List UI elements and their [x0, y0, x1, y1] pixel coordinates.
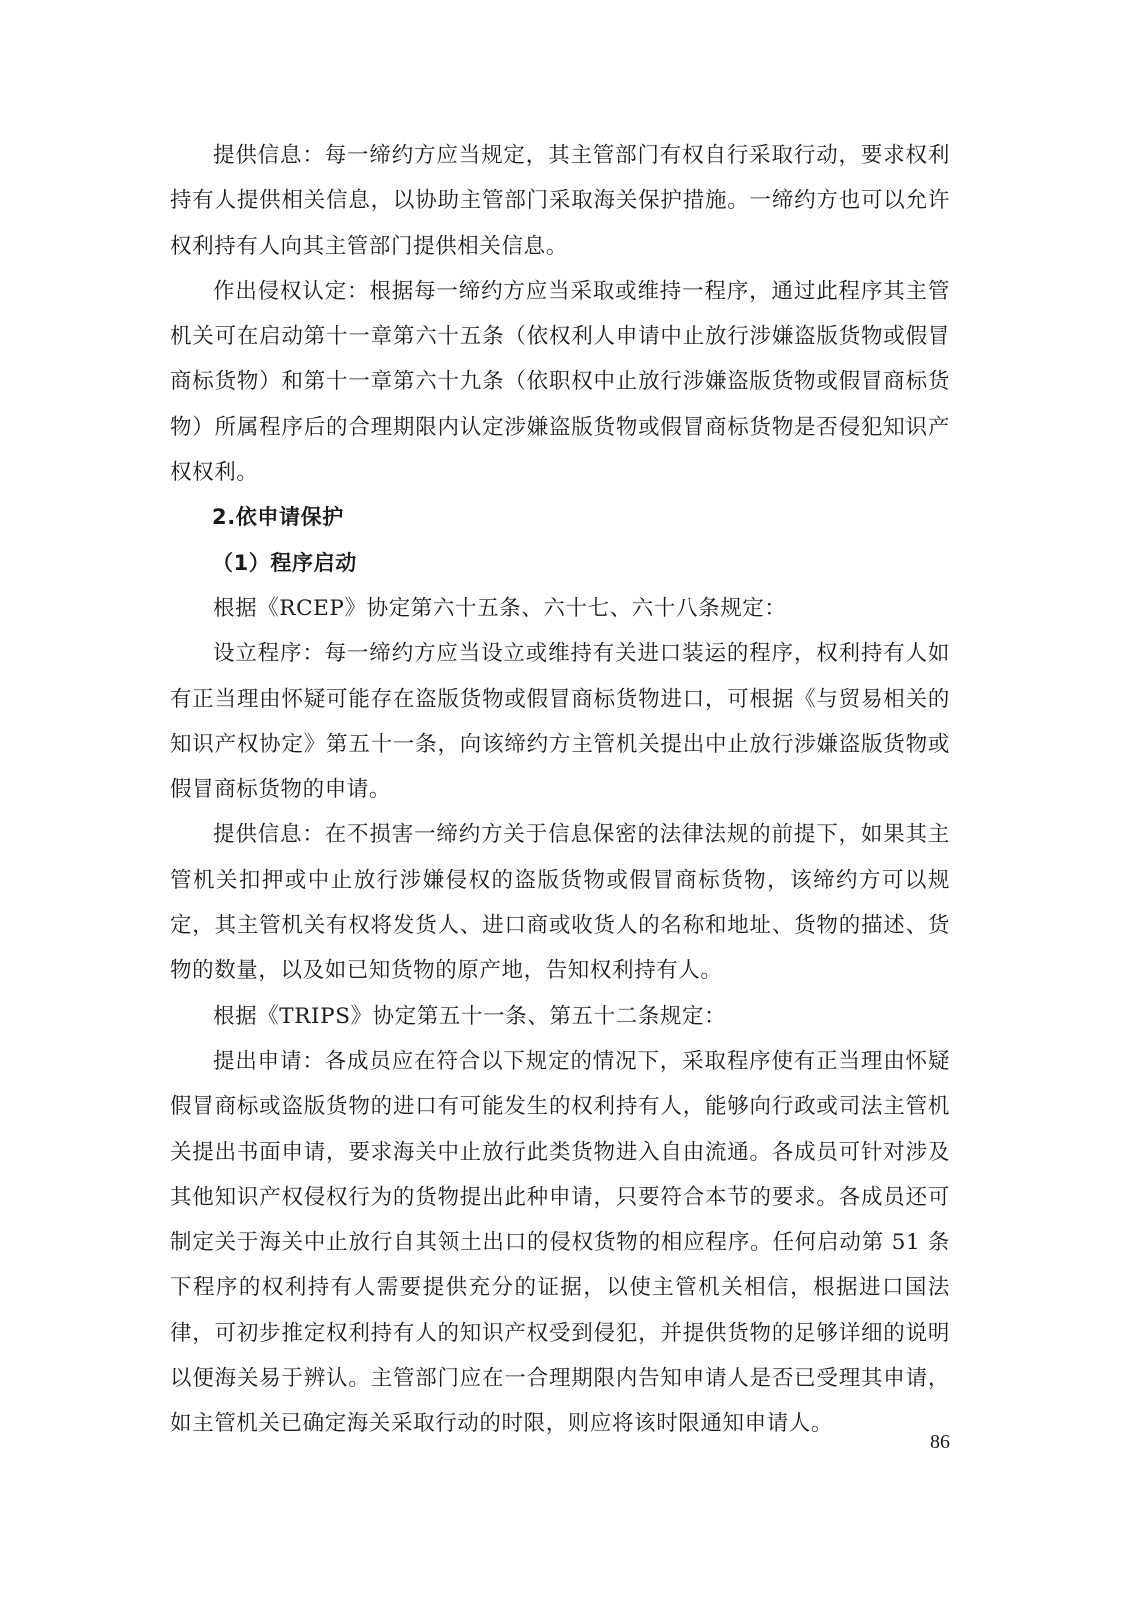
paragraph-infringement-determination: 作出侵权认定：根据每一缔约方应当采取或维持一程序，通过此程序其主管机关可在启动第十一章第六十五条（依权利人申请中止放行涉嫌盗版货物或假冒商标货物）和第十一章第六十九条（依职权中止放行涉嫌盗版货物或假冒商标货物）所属程序后的合理期限内认定涉嫌盗版货物或假冒商标货物是否侵犯知识产权权利。	[170, 278, 950, 486]
paragraph-trips-reference: 根据《TRIPS》协定第五十一条、第五十二条规定：	[213, 1003, 727, 1029]
paragraph-provide-info-customs: 提供信息：每一缔约方应当规定，其主管部门有权自行采取行动，要求权利持有人提供相关信息，以协助主管部门采取海关保护措施。一缔约方也可以允许权利持有人向其主管部门提供相关信息。	[170, 143, 950, 259]
section-heading-application-protection: 2.依申请保护	[212, 505, 344, 530]
paragraph-establish-procedure: 设立程序：每一缔约方应当设立或维持有关进口装运的程序，权利持有人如有正当理由怀疑可能存在盗版货物或假冒商标货物进口，可根据《与贸易相关的知识产权协定》第五十一条，向该缔约方主管机关提出中止放行涉嫌盗版货物或假冒商标货物的申请。	[170, 641, 950, 803]
paragraph-rcep-reference: 根据《RCEP》协定第六十五条、六十七、六十八条规定：	[213, 595, 787, 621]
paragraph-submit-application: 提出申请：各成员应在符合以下规定的情况下，采取程序使有正当理由怀疑假冒商标或盗版货物的进口有可能发生的权利持有人，能够向行政或司法主管机关提出书面申请，要求海关中止放行此类货物进入自由流通。各成员可针对涉及其他知识产权侵权行为的货物提出此种申请，只要符合本节的要求。各成员还可制定关于海关中止放行自其领土出口的侵权货物的相应程序。任何启动第 51 条下程序的权利持有人需要提供充分的证据，以使主管机关相信，根据进口国法律，可初步推定权利持有人的知识产权受到侵犯，并提供货物的足够详细的说明以便海关易于辨认。主管部门应在一合理期限内告知申请人是否已受理其申请，如主管机关已确定海关采取行动的时限，则应将该时限通知申请人。	[170, 1048, 950, 1437]
paragraph-provide-info-rights-holder: 提供信息：在不损害一缔约方关于信息保密的法律法规的前提下，如果其主管机关扣押或中止放行涉嫌侵权的盗版货物或假冒商标货物，该缔约方可以规定，其主管机关有权将发货人、进口商或收货人的名称和地址、货物的描述、货物的数量，以及如已知货物的原产地，告知权利持有人。	[170, 822, 950, 984]
document-body	[170, 133, 950, 1447]
subsection-heading-procedure-start: （1）程序启动	[212, 550, 357, 575]
page-number: 86	[930, 1431, 950, 1453]
